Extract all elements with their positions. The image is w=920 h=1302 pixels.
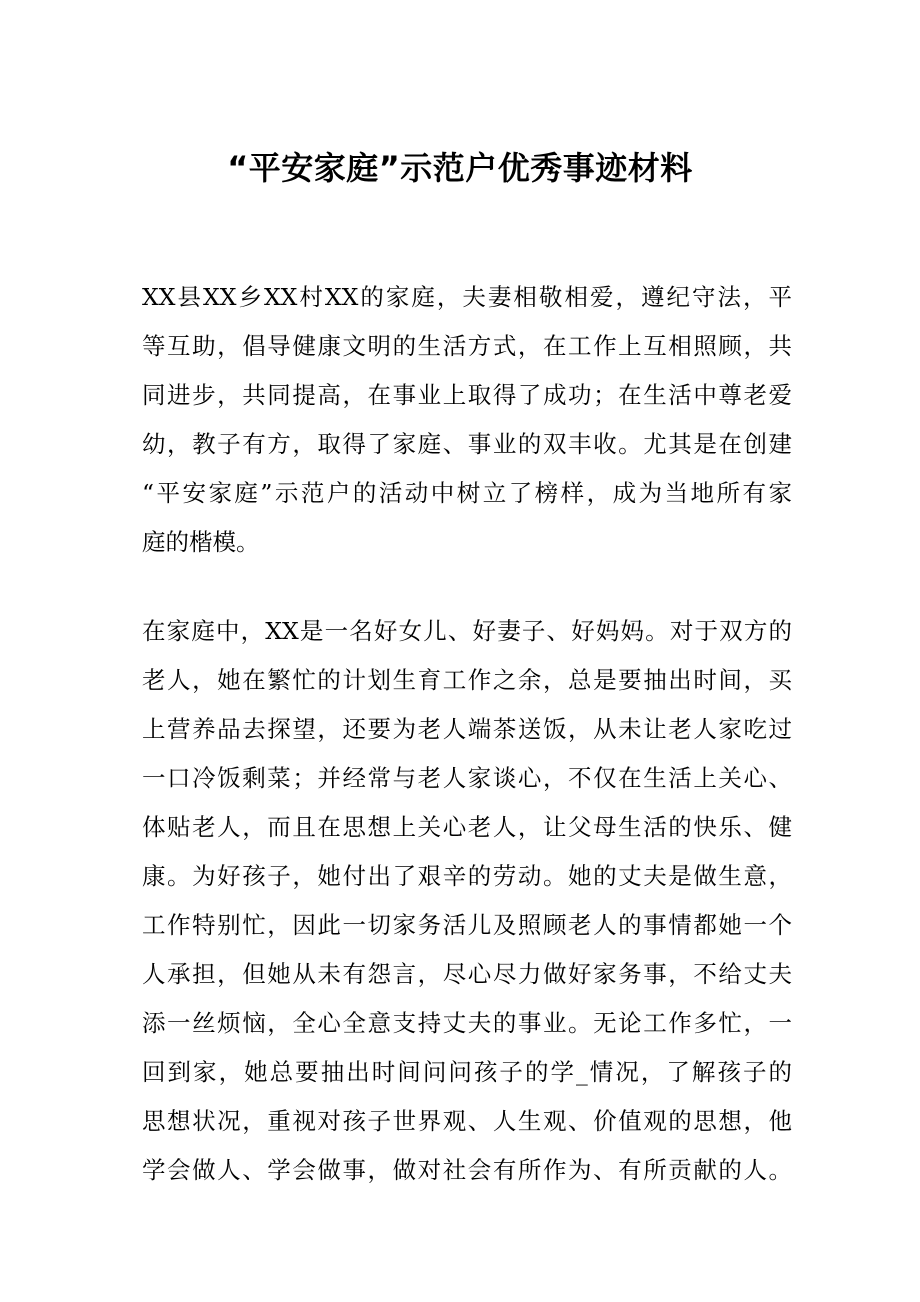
paragraph-line: 在家庭中，XX是一名好女儿、好妻子、好妈妈。对于双方的 xyxy=(142,617,792,645)
paragraph-line: 康。为好孩子，她付出了艰辛的劳动。她的丈夫是做生意， xyxy=(142,862,792,890)
paragraph-line: 同进步，共同提高，在事业上取得了成功；在生活中尊老爱 xyxy=(142,381,792,409)
paragraph-line: 工作特别忙，因此一切家务活儿及照顾老人的事情都她一个 xyxy=(142,911,792,939)
paragraph-line: 上营养品去探望，还要为老人端茶送饭，从未让老人家吃过 xyxy=(142,715,792,743)
paragraph-1 xyxy=(142,273,792,567)
paragraph-line: 体贴老人，而且在思想上关心老人，让父母生活的快乐、健 xyxy=(142,813,792,841)
paragraph-line: 幼，教子有方，取得了家庭、事业的双丰收。尤其是在创建 xyxy=(142,430,792,458)
paragraph-line: XX县XX乡XX村XX的家庭，夫妻相敬相爱，遵纪守法，平 xyxy=(142,283,792,311)
paragraph-line: 回到家，她总要抽出时间问问孩子的学_情况，了解孩子的 xyxy=(142,1058,792,1086)
paragraph-line: “平安家庭”示范户的活动中树立了榜样，成为当地所有家 xyxy=(142,479,792,507)
paragraph-line: 等互助，倡导健康文明的生活方式，在工作上互相照顾，共 xyxy=(142,332,792,360)
paragraph-line: 老人，她在繁忙的计划生育工作之余，总是要抽出时间，买 xyxy=(142,666,792,694)
paragraph-line: 一口冷饭剩菜；并经常与老人家谈心，不仅在生活上关心、 xyxy=(142,764,792,792)
paragraph-line: 思想状况，重视对孩子世界观、人生观、价值观的思想，他 xyxy=(142,1107,792,1135)
paragraph-line: 学会做人、学会做事，做对社会有所作为、有所贡献的人。 xyxy=(142,1156,792,1184)
paragraph-line: 庭的楷模。 xyxy=(142,528,260,556)
paragraph-2 xyxy=(142,607,792,1195)
paragraph-line: 添一丝烦恼，全心全意支持丈夫的事业。无论工作多忙，一 xyxy=(142,1009,792,1037)
document-title: “平安家庭”示范户优秀事迹材料 xyxy=(227,149,693,187)
paragraph-line: 人承担，但她从未有怨言，尽心尽力做好家务事，不给丈夫 xyxy=(142,960,792,988)
